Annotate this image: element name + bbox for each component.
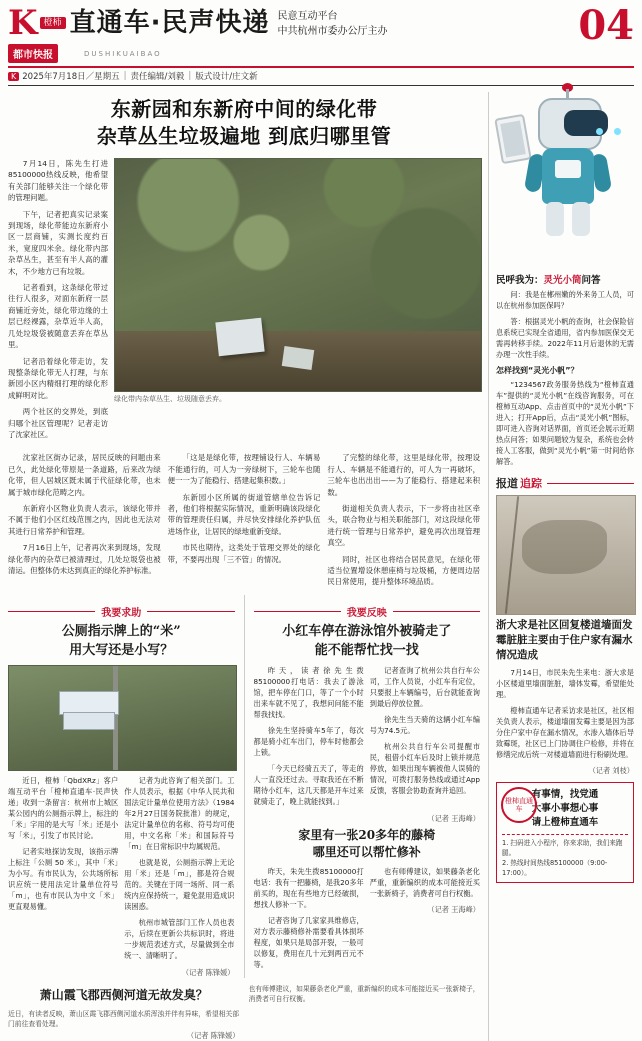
bottom-left-extra: [249, 984, 481, 1041]
paper-badge: 都市快报: [8, 44, 58, 63]
qa-tag-accent: 灵光小筒: [543, 275, 582, 286]
promo-stamp-icon: 橙柿直通车: [501, 787, 537, 823]
followup-byline: （记者 刘枝）: [588, 766, 634, 775]
qa-answer: 答：根据灵光小帆的查询，社会保险信息系统已实现全省通用，省内参加医保交无需再转移手续。2022年11月后退休的无需办理一次性手续。: [496, 317, 634, 359]
promo-note-1: 1. 扫码进入小程序，你来求助，我们来跑腿。: [502, 839, 623, 857]
orange-persimmon-badge: 橙柿: [40, 17, 66, 29]
feature-left: [8, 595, 235, 978]
info-date: 2025年7月18日／星期五: [22, 72, 120, 82]
feature-right-text: [254, 665, 481, 812]
fr-1-p2: 「今天已经骑五天了，等走的人一直没还过去。寻取我还在不断期待小红车，这几天都是开车过来就骑走了，晚上就能找到。」: [253, 763, 364, 806]
feature-right-col-2: [370, 665, 480, 812]
info-sep-1: |: [123, 71, 127, 81]
bottom-right-headline-1: 家里有一张20多年的藤椅: [298, 827, 436, 842]
followup-section-tag: [496, 475, 634, 491]
feature-right-byline: （记者 王海峰）: [427, 813, 480, 823]
feature-left-col-2: [124, 775, 234, 966]
lead-para-4: 两个社区的交界处，到底归哪个社区管理呢？记者走访了沈家社区。: [8, 407, 108, 439]
bottom-right-byline: （记者 王海峰）: [427, 904, 480, 914]
br-p0: 昨天，朱先生拨85100000打电话：我有一把藤椅，是我20多年前买的，现在有些地方已经破损，想找人修补一下。: [253, 866, 364, 909]
body-column-3: [327, 452, 480, 592]
promo-line-1: 有事情，找党通: [531, 789, 599, 800]
followup-tag-2: 追踪: [520, 477, 542, 490]
lead-text: [8, 158, 108, 445]
fr-1-p1: 徐先生坚持骑车5年了，每次都是骑小红车出门，停车时他都会上锁。: [253, 725, 364, 757]
tag-line-right-2: [393, 611, 480, 612]
mascot-illustration: [496, 92, 634, 268]
info-sep-2: |: [188, 71, 192, 81]
followup-tag-line: [547, 483, 634, 484]
promo-notes: [502, 834, 628, 878]
headline-line-1: 东新园和东新府中间的绿化带: [110, 97, 378, 121]
feature-left-headline-2: 用大写还是小写？: [69, 642, 174, 658]
body-column-2: [168, 452, 321, 592]
lead-para-1: 下午，记者把真实记录案到现场，绿化带能边东新府小区一层商铺，实测长度约百米，宽度四米余。绿化带内部杂草丛生，甚至有半人高的灌木，不少地方已有垃圾。: [8, 209, 108, 276]
masthead-right-line1: 民意互动平台: [277, 11, 338, 22]
lead-para-3: 记者沿着绿化带走访，发现整条绿化带无人打理，与东新园小区内精细打理的绿化形成鲜明对比。: [8, 356, 108, 400]
masthead-pinyin: DUSHIKUAIBAO: [84, 49, 162, 58]
photo-wall-crack: [505, 496, 519, 614]
main-column: [8, 92, 488, 1041]
tag-line-left: [8, 611, 95, 612]
page-number: 04: [578, 2, 634, 49]
section-tag-help: [8, 604, 235, 619]
qa-section-tag: [496, 272, 634, 286]
promo-line-3: 请上橙柿直通车: [531, 817, 599, 828]
feature-right-col-1: [254, 665, 364, 812]
masthead-right: [277, 7, 387, 39]
k-logo-icon: K: [8, 3, 38, 43]
feature-left-headline-1: 公厕指示牌上的“米”: [61, 623, 181, 639]
feature-right-headline: [254, 622, 481, 660]
body-3-p0: 了完整的绿化带，这里是绿化带，按理设行人、车辆是不能通行的，可人为一再破坏，三轮车也出出出——为了能稳行、搭建起来积数。: [327, 453, 481, 497]
qa-section-tag-label: [496, 272, 601, 286]
fr-2-p2: 杭州公共自行车公司提醒市民，租借小红车后及时上锁并规范停放，如果出现车辆被他人误骑的情况，可拨打服务热线或通过App反馈，客服会协助查询并追回。: [369, 741, 480, 795]
fl-2-p1: 也就是说，公厕指示牌上无论用「米」还是「m」，都是符合规范的。关键在于同一场所、同一系统内应保持统一，避免混用造成识读困惑。: [124, 857, 235, 911]
qa-question: 问：我是在郴州嫩的外来务工人员，可以在杭州参加医保吗？: [496, 290, 634, 310]
promo-note-2: 2. 热线时间热线85100000（9:00-17:00）。: [502, 859, 608, 877]
bottom-row: [8, 984, 480, 1041]
br-p1: 记者咨询了几家家具维修店，对方表示藤椅修补需要看具体损坏程度，如果只是局部开裂，一般可以修复，费用在几十元到两百元不等。: [253, 915, 364, 969]
fr-1-p0: 昨天，读者徐先生拨85100000打电话：我去了游泳馆，把车停在门口，等了一个小时出来车就不见了，我想问问能不能帮我找找。: [253, 665, 364, 719]
feature-right-headline-2: 能不能帮忙找一找: [314, 642, 419, 658]
masthead-right-line2: 中共杭州市委办公厅主办: [277, 26, 388, 37]
body-3-p2: 同时，社区也将结合居民意见，在绿化带适当位置增设休憩座椅与垃圾桶，方便周边居民日常使用，提升整体环境品质。: [327, 554, 481, 587]
article-photo: [114, 158, 482, 392]
masthead-left: [8, 3, 388, 63]
lead-para-2: 记者看到，这条绿化带过往行人很多，对面东新府一层商铺近旁处，绿化带边缘的土层已经裸露，杂草近半人高，几处垃圾袋被随意丢弃在草丛里。: [8, 283, 108, 350]
feature-right-headline-1: 小红车停在游泳馆外被骑走了: [282, 623, 452, 639]
body-3-p1: 街道相关负责人表示，下一步将由社区牵头，联合物业与相关职能部门，对这段绿化带进行统一管理与日常养护，避免再次出现管理真空。: [327, 503, 481, 548]
bottom-left-text: 近日，有读者反映，萧山区霞飞郡西侧河道水质浑浊并伴有异味，希望相关部门前往查看处理。: [8, 1009, 240, 1028]
lead-photo-block: [114, 158, 480, 445]
bottom-left-article: [8, 984, 240, 1041]
followup-p0: 7月14日，市民朱先生来电：浙大求是小区楼道里墙面脏脏，墙体发霉，希望能处理。: [496, 668, 634, 699]
page-title: [8, 96, 480, 150]
photo-trash-bag: [216, 318, 265, 357]
body-2-p2: 市民也期待，这类处于管理交界处的绿化带，不要再出现「三不管」的情况。: [167, 543, 321, 564]
fl-2-p0: 记者为此咨询了相关部门。工作人员表示，根据《中华人民共和国法定计量单位使用方法》（1984年2月27日国务院批准）的规定，法定计量单位的名称、符号均可使用，中文名称「米」和国际符号「m」在日常标识中均属规范。: [124, 775, 235, 851]
lead-para-0: 7月14日，陈先生打进85100000热线反映，他希望有关部门能够关注一个绿化带的管理问题。: [8, 159, 108, 203]
bottom-right-headline: [254, 827, 481, 861]
qa-tag-post: 问答: [581, 275, 601, 286]
feature-left-byline: （记者 陈锋媛）: [181, 967, 235, 977]
body-2-p0: 「这是是绿化带，按理铺设行人、车辆易不能通行的，可人为一旁绿树下，三轮车也随便一一为了能稳行、搭建起集积数。」: [167, 453, 321, 486]
robot-eye-left: [596, 128, 603, 135]
section-tag-report: [254, 604, 481, 619]
qa-content: [496, 289, 634, 467]
bottom-right-headline-2: 哪里还可以帮忙修补: [312, 844, 421, 859]
fl-1-p0: 近日，橙柿「QbdXRz」客户端互动平台「橙柿直通车·民声快递」收到一条留言：杭州市上城区某公园内的公厕指示牌上，标注的「米」字用的是大写「米」还是小写「米」，引发了市民讨论。: [8, 775, 119, 840]
robot-chest-badge: [555, 160, 581, 178]
robot-visor: [564, 110, 608, 136]
followup-p1: 橙柿直通车记者采访求是社区，社区相关负责人表示，楼道墙面发霉主要是因为部分住户家中存在漏水情况，水渗入墙体后导致霉斑，社区已上门协调住户检修，并将在修缮完成后统一对楼道墙面进行粉刷处理。: [496, 706, 634, 759]
bottom-left-byline: （记者 陈锋媛）: [186, 1030, 240, 1040]
robot-eye-right: [614, 128, 621, 135]
followup-tag-1: 报道: [496, 477, 518, 490]
robot-mascot: [522, 98, 614, 248]
masthead: [8, 2, 634, 68]
headline-line-2: 杂草丛生垃圾遍地 到底归哪里管: [96, 124, 392, 148]
bottom-right-text: [254, 866, 481, 975]
body-column-1: [8, 452, 161, 592]
tag-line-right: [147, 611, 234, 612]
article-body: [8, 452, 480, 592]
fl-2-p2: 杭州市城管部门工作人员也表示，后续在更新公共标识时，将进一步规范表述方式，尽量做到全市统一、清晰明了。: [124, 917, 235, 960]
info-editor: 责任编辑/刘毅: [130, 72, 185, 82]
lead-block: [8, 158, 480, 445]
body-2-p1: 东新园小区所属的街道管辖单位告诉记者，他们将根据实际情况，重新明确该段绿化带的管理责任归属，并尽快安排绿化养护队伍进场作业，让居民的绿地重新变绿。: [167, 492, 321, 536]
feature-left-headline: [8, 622, 235, 660]
qa-howto-title: 怎样找到“灵光小帆”？: [496, 366, 579, 375]
features-row: [8, 595, 480, 978]
info-bar: [8, 68, 634, 86]
feature-right: [254, 595, 481, 978]
followup-headline: 浙大求是社区回复楼道墙面发霉脏脏主要由于住户家有漏水情况造成: [496, 619, 633, 661]
robot-leg-right: [572, 202, 590, 236]
body-1-p2: 7月16日上午，记者再次来到现场，发现绿化带内的杂草已被清理过，几处垃圾袋也被清运。但整体仍未达到真正的绿化养护标准。: [8, 543, 161, 575]
bottom-right-col-2: [370, 866, 480, 975]
qa-tag-pre: 民呼我为：: [496, 275, 544, 286]
section-tag-report-label: 我要反映: [346, 607, 387, 619]
photo-caption: 绿化带内杂草丛生、垃圾随意丢弃。: [114, 395, 226, 403]
photo-sign-board-2: [63, 712, 115, 730]
br-p2: 也有师傅建议，如果藤条老化严重，重新编织的成本可能接近买一张新椅子，消费者可自行权衡。: [369, 866, 480, 898]
bottom-left-extra-text: 也有师傅建议，如果藤条老化严重，重新编织的成本可能接近买一张新椅子，消费者可自行权衡。: [248, 984, 480, 1003]
body-1-p0: 沈家社区街办记录，居民反映的问题由来已久，此处绿化带原是一条道路，后来改为绿化带，但人居城区既未属于代征绿化带，也未属于城市绿化范畴之内。: [8, 453, 161, 497]
robot-leg-left: [546, 202, 564, 236]
qa-howto-text: “1234567政务服务热线为“橙柿直通车”提供的“灵光小帆”在线咨询服务，可在橙柿互动App、点击首页中的“灵光小帆”下进入；打开App后，点击“灵光小帆”图标，即可进入咨询对话界面，首页还会展示近期热点问答；如果问题较为复杂，系统也会转接人工客服，做到“灵光小帆”第一时间给你解答。: [496, 380, 634, 466]
masthead-sub: [8, 44, 387, 63]
masthead-logo-row: [8, 3, 388, 43]
promo-line-2: 大事小事想心事: [531, 803, 599, 814]
followup-text: [496, 667, 634, 776]
bottom-left-headline: 萧山霞飞郡西侧河道无故发臭？: [39, 987, 208, 1002]
info-mark-icon: K: [8, 72, 19, 81]
page-columns: [8, 92, 634, 1041]
tag-line-left-2: [254, 611, 341, 612]
followup-photo: [496, 495, 636, 615]
robot-head: [538, 98, 602, 150]
section-tag-help-label: 我要求助: [101, 607, 142, 619]
photo-trash-bag-2: [282, 346, 314, 370]
masthead-title: 直通车·民声快递: [69, 8, 270, 38]
feature-left-photo: [8, 665, 237, 771]
info-design: 版式设计/庄文新: [195, 72, 258, 82]
feature-divider: [244, 595, 245, 978]
feature-left-text: [8, 775, 235, 966]
bottom-right-col-1: [254, 866, 364, 975]
sidebar: [488, 92, 634, 1041]
fr-2-p0: 记者查询了杭州公共自行车公司，工作人员说，小红车有定位，只要报上车辆编号，后台就能查询到最后停放位置。: [369, 665, 480, 708]
photo-mold-stain: [522, 520, 608, 574]
fr-2-p1: 徐先生当天骑的这辆小红车编号为74.5元。: [369, 714, 480, 735]
fl-1-p1: 记者实地探访发现，该指示牌上标注「公厕 50 米」，其中「米」为小写。有市民认为，公共场所标识应统一使用法定计量单位符号「m」，也有市民认为中文「米」更直观易懂。: [8, 846, 119, 911]
body-1-p1: 东新府小区物业负责人表示，该绿化带并不属于他们小区红线范围之内，因此也无法对其进行日常养护和管理。: [8, 503, 161, 536]
promo-box[interactable]: [496, 782, 634, 883]
feature-left-col-1: [8, 775, 118, 966]
